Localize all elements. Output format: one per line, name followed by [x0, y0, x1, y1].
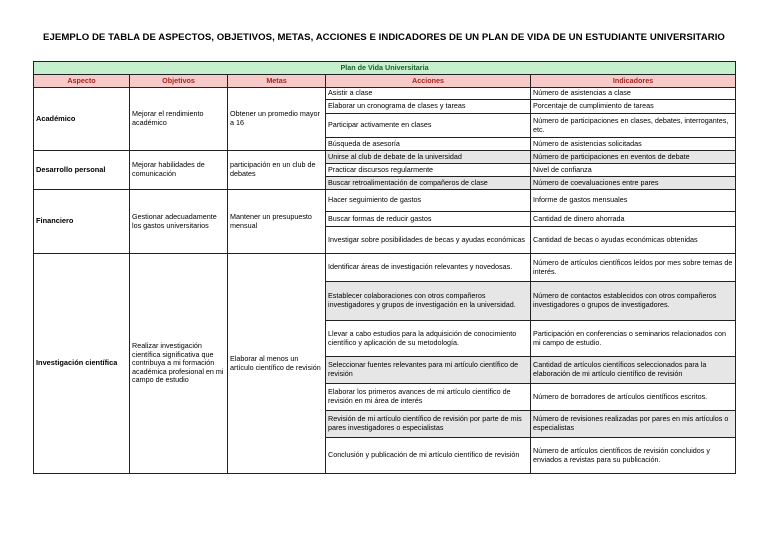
action-cell: Buscar formas de reducir gastos: [326, 212, 531, 227]
action-cell: Revisión de mi artículo científico de revisión por parte de mis pares investigadores o especialistas: [326, 411, 531, 438]
table-row: [34, 151, 736, 164]
table-row: [34, 88, 736, 100]
aspect-cell: Académico: [34, 88, 130, 151]
indicator-cell: Cantidad de dinero ahorrada: [531, 212, 736, 227]
objective-cell: Realizar investigación científica significativa que contribuya a mi formación académica profesional en mi campo de estudio: [130, 254, 228, 474]
action-cell: Establecer colaboraciones con otros compañeros investigadores y grupos de investigación en la universidad.: [326, 282, 531, 321]
indicator-cell: Número de artículos científicos de revisión concluidos y enviados a revistas para su publicación.: [531, 438, 736, 474]
indicator-cell: Número de asistencias a clase: [531, 88, 736, 100]
header-indicadores: Indicadores: [531, 75, 736, 88]
header-aspecto: Aspecto: [34, 75, 130, 88]
indicator-cell: Porcentaje de cumplimiento de tareas: [531, 100, 736, 114]
table-row: [34, 254, 736, 282]
table-header-row: [34, 75, 736, 88]
goal-cell: Mantener un presupuesto mensual: [228, 190, 326, 254]
table-banner-row: [34, 62, 736, 75]
objective-cell: Mejorar habilidades de comunicación: [130, 151, 228, 190]
objective-cell: Mejorar el rendimiento académico: [130, 88, 228, 151]
indicator-cell: Nivel de confianza: [531, 164, 736, 177]
goal-cell: participación en un club de debates: [228, 151, 326, 190]
action-cell: Elaborar un cronograma de clases y tareas: [326, 100, 531, 114]
header-acciones: Acciones: [326, 75, 531, 88]
indicator-cell: Número de coevaluaciones entre pares: [531, 177, 736, 190]
indicator-cell: Cantidad de becas o ayudas económicas obtenidas: [531, 227, 736, 254]
action-cell: Conclusión y publicación de mi artículo científico de revisión: [326, 438, 531, 474]
indicator-cell: Número de asistencias solicitadas: [531, 138, 736, 151]
indicator-cell: Número de participaciones en clases, debates, interrogantes, etc.: [531, 114, 736, 138]
action-cell: Seleccionar fuentes relevantes para mi artículo científico de revisión: [326, 357, 531, 384]
action-cell: Llevar a cabo estudios para la adquisición de conocimiento científico y aplicación de su metodología.: [326, 321, 531, 357]
header-metas: Metas: [228, 75, 326, 88]
action-cell: Participar activamente en clases: [326, 114, 531, 138]
objective-cell: Gestionar adecuadamente los gastos universitarios: [130, 190, 228, 254]
action-cell: Asistir a clase: [326, 88, 531, 100]
aspect-cell: Desarrollo personal: [34, 151, 130, 190]
action-cell: Practicar discursos regularmente: [326, 164, 531, 177]
action-cell: Identificar áreas de investigación relevantes y novedosas.: [326, 254, 531, 282]
indicator-cell: Número de participaciones en eventos de debate: [531, 151, 736, 164]
indicator-cell: Cantidad de artículos científicos seleccionados para la elaboración de mi artículo científico de revisión: [531, 357, 736, 384]
indicator-cell: Número de artículos científicos leídos por mes sobre temas de interés.: [531, 254, 736, 282]
table-row: [34, 190, 736, 212]
indicator-cell: Número de borradores de artículos científicos escritos.: [531, 384, 736, 411]
aspect-cell: Financiero: [34, 190, 130, 254]
aspect-cell: Investigación científica: [34, 254, 130, 474]
action-cell: Investigar sobre posibilidades de becas y ayudas económicas: [326, 227, 531, 254]
action-cell: Elaborar los primeros avances de mi artículo científico de revisión en mi área de interés: [326, 384, 531, 411]
indicator-cell: Informe de gastos mensuales: [531, 190, 736, 212]
plan-table: [33, 61, 736, 474]
indicator-cell: Participación en conferencias o seminarios relacionados con mi campo de estudio.: [531, 321, 736, 357]
action-cell: Unirse al club de debate de la universidad: [326, 151, 531, 164]
action-cell: Búsqueda de asesoría: [326, 138, 531, 151]
action-cell: Hacer seguimiento de gastos: [326, 190, 531, 212]
table-banner: Plan de Vida Universitaria: [34, 62, 736, 75]
goal-cell: Obtener un promedio mayor a 16: [228, 88, 326, 151]
goal-cell: Elaborar al menos un artículo científico de revisión: [228, 254, 326, 474]
indicator-cell: Número de contactos establecidos con otros compañeros investigadores o grupos de investigadores.: [531, 282, 736, 321]
action-cell: Buscar retroalimentación de compañeros de clase: [326, 177, 531, 190]
indicator-cell: Número de revisiones realizadas por pares en mis artículos o especialistas: [531, 411, 736, 438]
header-objetivos: Objetivos: [130, 75, 228, 88]
document-title: EJEMPLO DE TABLA DE ASPECTOS, OBJETIVOS, METAS, ACCIONES E INDICADORES DE UN PLAN DE VIDA DE UN ESTUDIANTE UNIVERSITARIO: [43, 32, 725, 43]
